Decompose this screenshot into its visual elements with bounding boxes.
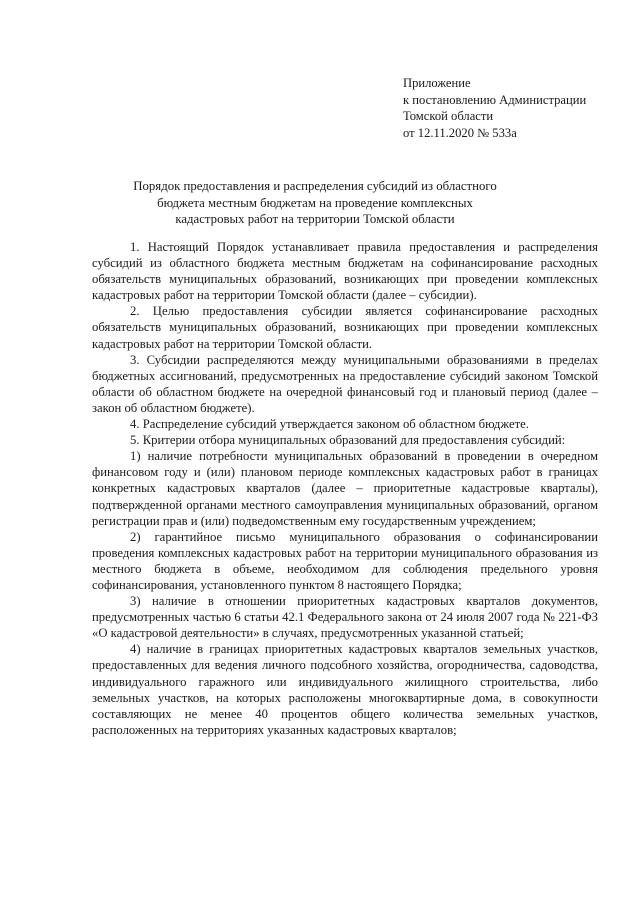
- paragraph: 2. Целью предоставления субсидии является софинансирование расходных обязательств муниципальных образований, возникающих при проведении комплексных кадастровых работ на территории Томской области.: [92, 304, 598, 351]
- title-line: бюджета местным бюджетам на проведение комплексных: [157, 195, 473, 210]
- appendix-header: [403, 75, 623, 141]
- title-line: Порядок предоставления и распределения субсидий из областного: [133, 179, 497, 193]
- paragraph: 3. Субсидии распределяются между муниципальными образованиями в пределах бюджетных ассигнований, предусмотренных на предоставление субсидий законом Томской области об областном бюджете на очередной финансовый год и плановый период (далее – закон об областном бюджете).: [92, 352, 598, 415]
- appendix-line: Томской области: [403, 109, 494, 124]
- appendix-line: Приложение: [403, 76, 471, 90]
- paragraph: 5. Критерии отбора муниципальных образований для предоставления субсидий:: [130, 433, 566, 448]
- document-body: [92, 239, 598, 738]
- paragraph: 3) наличие в отношении приоритетных кадастровых кварталов документов, предусмотренных частью 6 статьи 42.1 Федерального закона от 24 июля 2007 года № 221-ФЗ «О кадастровой деятельности» в случаях, предусмотренных указанной статьей;: [92, 594, 598, 641]
- title-line: кадастровых работ на территории Томской области: [175, 212, 455, 227]
- paragraph: 4) наличие в границах приоритетных кадастровых кварталов земельных участков, предоставленных для ведения личного подсобного хозяйства, огородничества, садоводства, индивидуального гаражного или индивидуального жилищного строительства, либо земельных участков, на которых расположены многоквартирные дома, в совокупности составляющих не менее 40 процентов общего количества земельных участков, расположенных на территориях указанных кадастровых кварталов;: [92, 642, 598, 737]
- paragraph: 4. Распределение субсидий утверждается законом об областном бюджете.: [130, 417, 529, 432]
- appendix-line: от 12.11.2020 № 533а: [403, 125, 517, 140]
- paragraph: 2) гарантийное письмо муниципального образования о софинансировании проведения комплексных кадастровых работ на территории муниципального образования из местного бюджета в объеме, необходимом для соблюдения предельного уровня софинансирования, установленного пунктом 8 настоящего Порядка;: [92, 529, 598, 592]
- paragraph: 1) наличие потребности муниципальных образований в проведении в очередном финансовом году и (или) плановом периоде комплексных кадастровых работ в границах конкретных кадастровых кварталов (далее – приоритетные кадастровые кварталы), подтвержденной органами местного самоуправления муниципальных образований, органом регистрации прав и (или) подведомственным ему государственным учреждением;: [92, 449, 598, 528]
- paragraph: 1. Настоящий Порядок устанавливает правила предоставления и распределения субсидий из областного бюджета местным бюджетам на софинансирование расходных обязательств муниципальных образований, возникающих при проведении комплексных кадастровых работ на территории Томской области (далее – субсидии).: [92, 240, 598, 303]
- document-title: [92, 178, 538, 228]
- appendix-line: к постановлению Администрации: [403, 92, 587, 107]
